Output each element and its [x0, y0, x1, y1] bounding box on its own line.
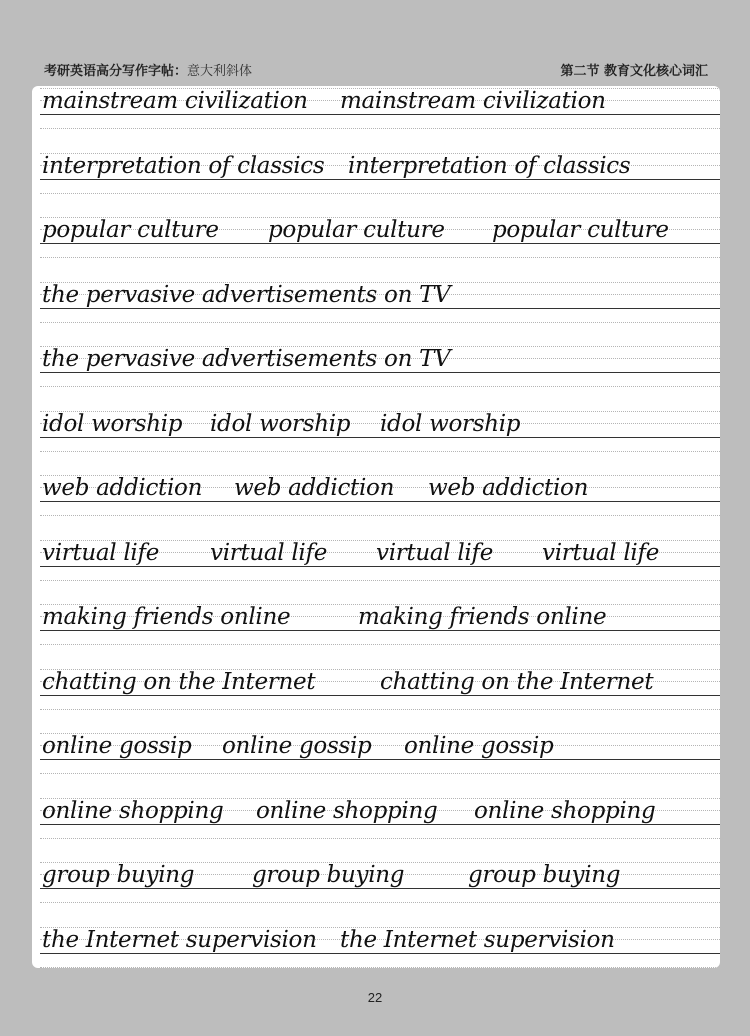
phrase-group [42, 86, 718, 151]
practice-row [32, 731, 720, 796]
handwritten-phrase: popular culture [42, 217, 219, 243]
handwritten-phrase: idol worship [42, 410, 183, 437]
phrase-group [42, 215, 718, 280]
practice-row [32, 925, 720, 969]
practice-row [32, 280, 720, 345]
handwritten-phrase: making friends online [42, 604, 291, 630]
practice-row [32, 667, 720, 732]
handwritten-phrase: online shopping [256, 797, 438, 824]
practice-row [32, 602, 720, 667]
practice-row [32, 796, 720, 861]
calligraphy-style-name: 意大利斜体 [187, 64, 253, 79]
phrase-group [42, 473, 718, 538]
handwritten-phrase: web addiction [428, 475, 589, 501]
handwritten-phrase: online shopping [42, 797, 224, 824]
handwritten-phrase: online gossip [404, 733, 554, 759]
handwritten-phrase: the Internet supervision [340, 926, 615, 953]
phrase-group [42, 796, 718, 861]
book-title-text: 考研英语高分写作字帖： [44, 64, 188, 79]
practice-row [32, 538, 720, 603]
handwritten-phrase: group buying [42, 862, 195, 888]
phrase-group [42, 344, 718, 409]
handwritten-phrase: online gossip [42, 733, 192, 759]
handwritten-phrase: the pervasive advertisements on TV [42, 281, 451, 308]
practice-row [32, 473, 720, 538]
phrase-group [42, 151, 718, 216]
copybook-sheet [32, 86, 720, 968]
section-title: 第二节 教育文化核心词汇 [560, 64, 708, 79]
phrase-group [42, 280, 718, 345]
page-number: 22 [367, 990, 383, 1005]
handwritten-phrase: chatting on the Internet [42, 668, 316, 695]
handwritten-phrase: popular culture [268, 217, 445, 243]
handwritten-phrase: group buying [252, 862, 405, 888]
handwritten-phrase: popular culture [492, 217, 669, 243]
handwritten-phrase: the pervasive advertisements on TV [42, 346, 451, 372]
handwritten-phrase: virtual life [210, 539, 328, 566]
handwritten-phrase: the Internet supervision [42, 926, 317, 953]
handwritten-phrase: group buying [468, 862, 621, 888]
handwritten-phrase: virtual life [376, 539, 494, 566]
handwritten-phrase: virtual life [542, 539, 660, 566]
practice-row [32, 215, 720, 280]
phrase-group [42, 925, 718, 969]
phrase-group [42, 409, 718, 474]
handwritten-phrase: interpretation of classics [348, 152, 631, 179]
phrase-group [42, 602, 718, 667]
practice-row [32, 409, 720, 474]
handwritten-phrase: making friends online [358, 604, 607, 630]
handwritten-phrase: chatting on the Internet [380, 668, 654, 695]
handwritten-phrase: idol worship [210, 410, 351, 437]
page-header [0, 56, 750, 82]
handwritten-phrase: web addiction [42, 475, 203, 501]
handwritten-phrase: online shopping [474, 797, 656, 824]
practice-row [32, 151, 720, 216]
handwritten-phrase: mainstream civilization [340, 88, 606, 114]
phrase-group [42, 731, 718, 796]
book-title [44, 60, 252, 79]
handwritten-phrase: mainstream civilization [42, 88, 308, 114]
phrase-group [42, 538, 718, 603]
handwritten-phrase: online gossip [222, 733, 372, 759]
phrase-group [42, 860, 718, 925]
handwritten-phrase: interpretation of classics [42, 152, 325, 179]
practice-row [32, 344, 720, 409]
handwritten-phrase: web addiction [234, 475, 395, 501]
practice-row [32, 86, 720, 151]
handwritten-phrase: virtual life [42, 539, 160, 566]
handwritten-phrase: idol worship [380, 410, 521, 437]
phrase-group [42, 667, 718, 732]
practice-row [32, 860, 720, 925]
